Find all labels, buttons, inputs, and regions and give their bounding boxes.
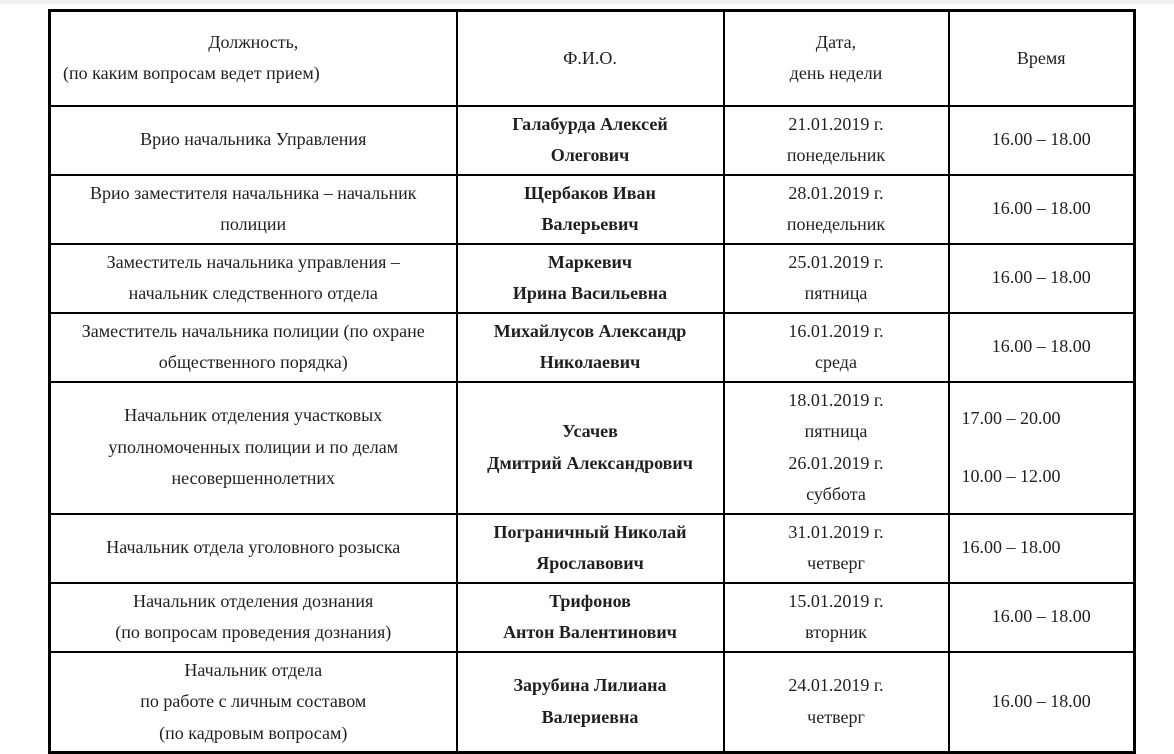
date-cell-line: 16.01.2019 г.: [788, 320, 884, 341]
fio-cell: [457, 244, 724, 313]
time-cell: [949, 583, 1135, 652]
position-cell: [50, 244, 457, 313]
header-position-line1: Должность,: [208, 31, 299, 52]
table-row: [50, 244, 1135, 313]
table-header: [50, 11, 1135, 106]
date-cell: [724, 313, 949, 382]
date-cell-line: 26.01.2019 г.: [788, 452, 884, 473]
date-cell: [724, 583, 949, 652]
position-cell-line: Врио начальника Управления: [140, 129, 367, 150]
date-cell-line: среда: [815, 352, 857, 372]
date-cell: [724, 382, 949, 514]
position-cell-line: Начальник отдела: [184, 659, 323, 680]
fio-cell-line: Олегович: [550, 145, 630, 165]
table-row: [50, 175, 1135, 244]
position-cell-line: несовершеннолетних: [171, 468, 335, 489]
header-position-line2: (по каким вопросам ведет прием): [63, 63, 320, 84]
date-cell: [724, 652, 949, 753]
position-cell: [50, 382, 457, 514]
fio-cell-line: Маркевич: [547, 251, 633, 272]
page: [0, 4, 1174, 754]
time-cell: [949, 313, 1135, 382]
time-cell: [949, 106, 1135, 175]
fio-cell: [457, 583, 724, 652]
date-cell: [724, 106, 949, 175]
fio-cell-line: Ярославович: [536, 553, 644, 573]
date-cell-line: 21.01.2019 г.: [788, 113, 884, 134]
header-row: [50, 11, 1135, 106]
table-row: [50, 106, 1135, 175]
date-cell: [724, 514, 949, 583]
date-cell-line: 15.01.2019 г.: [788, 590, 884, 611]
time-cell-line: 10.00 – 12.00: [961, 465, 1061, 486]
position-cell-line: Начальник отдела уголовного розыска: [106, 537, 401, 558]
time-cell-line: 16.00 – 18.00: [991, 129, 1091, 150]
date-cell-line: 24.01.2019 г.: [788, 675, 884, 696]
date-cell-line: четверг: [807, 553, 865, 573]
date-cell: [724, 244, 949, 313]
position-cell: [50, 175, 457, 244]
time-cell-line: 16.00 – 18.00: [991, 691, 1091, 711]
fio-cell-line: Антон Валентинович: [503, 622, 677, 642]
position-cell: [50, 514, 457, 583]
date-cell-line: пятница: [804, 421, 868, 441]
fio-cell-line: Дмитрий Александрович: [487, 452, 693, 473]
position-cell-line: (по вопросам проведения дознания): [115, 622, 392, 642]
fio-cell-line: Михайлусов Александр: [493, 320, 687, 341]
position-cell-line: Начальник отделения участковых: [124, 405, 383, 426]
position-cell: [50, 106, 457, 175]
fio-cell: [457, 652, 724, 753]
position-cell-line: Заместитель начальника управления –: [106, 251, 400, 272]
time-cell: [949, 382, 1135, 514]
fio-cell: [457, 382, 724, 514]
position-cell-line: общественного порядка): [158, 352, 348, 372]
date-cell-line: пятница: [804, 283, 868, 303]
header-date: [724, 11, 949, 106]
time-cell: [949, 244, 1135, 313]
date-cell: [724, 175, 949, 244]
date-cell-line: 18.01.2019 г.: [788, 389, 884, 410]
table-row: [50, 583, 1135, 652]
fio-cell-line: Усачев: [562, 421, 618, 441]
time-cell-line: 16.00 – 18.00: [991, 267, 1091, 288]
date-cell-line: 31.01.2019 г.: [788, 521, 884, 542]
table-row: [50, 382, 1135, 514]
fio-cell: [457, 106, 724, 175]
table-body: [50, 106, 1135, 753]
header-date-line1: Дата,: [815, 31, 857, 52]
table-row: [50, 313, 1135, 382]
time-cell: [949, 652, 1135, 753]
date-cell-line: вторник: [805, 622, 867, 642]
fio-cell-line: Пограничный Николай: [493, 521, 687, 542]
position-cell-line: начальник следственного отдела: [128, 283, 378, 303]
position-cell-line: (по кадровым вопросам): [159, 722, 348, 743]
fio-cell-line: Зарубина Лилиана: [513, 675, 667, 696]
header-time: Время: [949, 11, 1135, 106]
fio-cell-line: Ирина Васильевна: [512, 283, 668, 303]
date-cell-line: суббота: [806, 484, 866, 504]
fio-cell: [457, 313, 724, 382]
date-cell-line: 25.01.2019 г.: [788, 251, 884, 272]
table-row: [50, 514, 1135, 583]
reception-schedule-table: [48, 9, 1136, 754]
header-date-line2: день недели: [789, 63, 883, 84]
date-cell-line: понедельник: [786, 214, 886, 234]
date-cell-line: 28.01.2019 г.: [788, 182, 884, 203]
time-cell: [949, 175, 1135, 244]
time-cell: [949, 514, 1135, 583]
position-cell: [50, 583, 457, 652]
table-row: [50, 652, 1135, 753]
fio-cell-line: Валериевна: [541, 706, 639, 727]
fio-cell-line: Щербаков Иван: [524, 182, 656, 203]
fio-cell-line: Николаевич: [539, 352, 641, 372]
fio-cell-line: Валерьевич: [541, 214, 639, 234]
position-cell-line: полиции: [220, 214, 287, 234]
time-cell-line: 16.00 – 18.00: [991, 198, 1091, 219]
position-cell-line: Врио заместителя начальника – начальник: [90, 182, 417, 203]
fio-cell-line: Галабурда Алексей: [512, 113, 668, 134]
date-cell-line: четверг: [807, 706, 865, 727]
time-cell-line: 16.00 – 18.00: [991, 336, 1091, 357]
position-cell-line: по работе с личным составом: [140, 691, 367, 711]
fio-cell-line: Трифонов: [549, 590, 631, 611]
fio-cell: [457, 175, 724, 244]
position-cell-line: уполномоченных полиции и по делам: [108, 436, 399, 457]
header-fio: Ф.И.О.: [457, 11, 724, 106]
header-position: [50, 11, 457, 106]
position-cell: [50, 313, 457, 382]
position-cell: [50, 652, 457, 753]
time-cell-line: 17.00 – 20.00: [961, 408, 1061, 428]
position-cell-line: Заместитель начальника полиции (по охране: [81, 320, 425, 341]
time-cell-line: 16.00 – 18.00: [991, 606, 1091, 627]
time-cell-line: 16.00 – 18.00: [961, 537, 1061, 558]
date-cell-line: понедельник: [786, 145, 886, 165]
position-cell-line: Начальник отделения дознания: [133, 590, 374, 611]
fio-cell: [457, 514, 724, 583]
